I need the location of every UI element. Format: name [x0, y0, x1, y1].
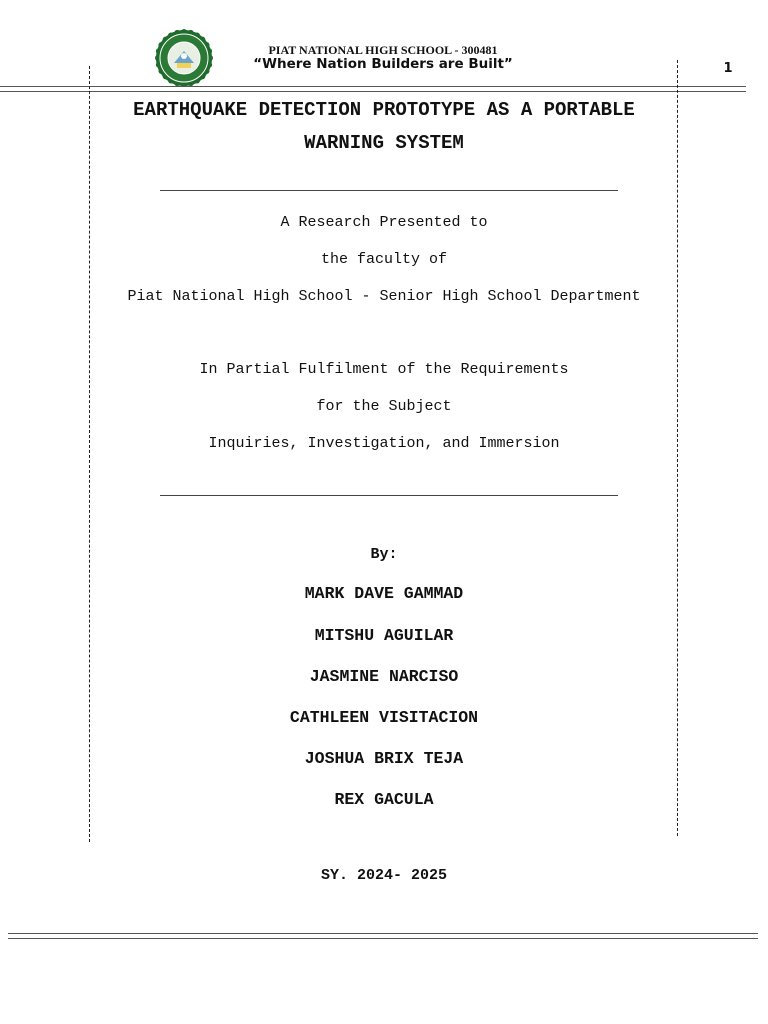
divider-1	[160, 190, 618, 191]
by-label: By:	[370, 546, 398, 563]
author-name: CATHLEEN VISITACION	[289, 708, 479, 727]
research-title-line-1: EARTHQUAKE DETECTION PROTOTYPE AS A PORTABLE	[133, 99, 635, 121]
footer-rule-bottom	[8, 938, 758, 939]
footer-rule-top	[8, 933, 758, 934]
school-motto: “Where Nation Builders are Built”	[253, 56, 513, 72]
page-number: 1	[723, 61, 733, 76]
requirements-line-2: for the Subject	[316, 398, 452, 415]
presented-line-2: the faculty of	[320, 251, 448, 268]
author-name: REX GACULA	[334, 790, 434, 809]
presented-line-3: Piat National High School - Senior High School Department	[127, 288, 641, 305]
research-title	[80, 94, 688, 160]
author-name: MARK DAVE GAMMAD	[304, 584, 464, 603]
school-name: PIAT NATIONAL HIGH SCHOOL - 300481	[268, 43, 498, 57]
school-year: SY. 2024- 2025	[320, 867, 448, 884]
author-name: JASMINE NARCISO	[309, 667, 459, 686]
requirements-line-1: In Partial Fulfilment of the Requirements	[199, 361, 569, 378]
author-name: MITSHU AGUILAR	[314, 626, 454, 645]
divider-2	[160, 495, 618, 496]
requirements-line-3: Inquiries, Investigation, and Immersion	[208, 435, 560, 452]
research-title-line-2: WARNING SYSTEM	[304, 132, 464, 154]
author-name: JOSHUA BRIX TEJA	[304, 749, 464, 768]
presented-line-1: A Research Presented to	[280, 214, 488, 231]
header-rule-top	[0, 86, 746, 87]
header-rule-bottom	[0, 91, 746, 92]
